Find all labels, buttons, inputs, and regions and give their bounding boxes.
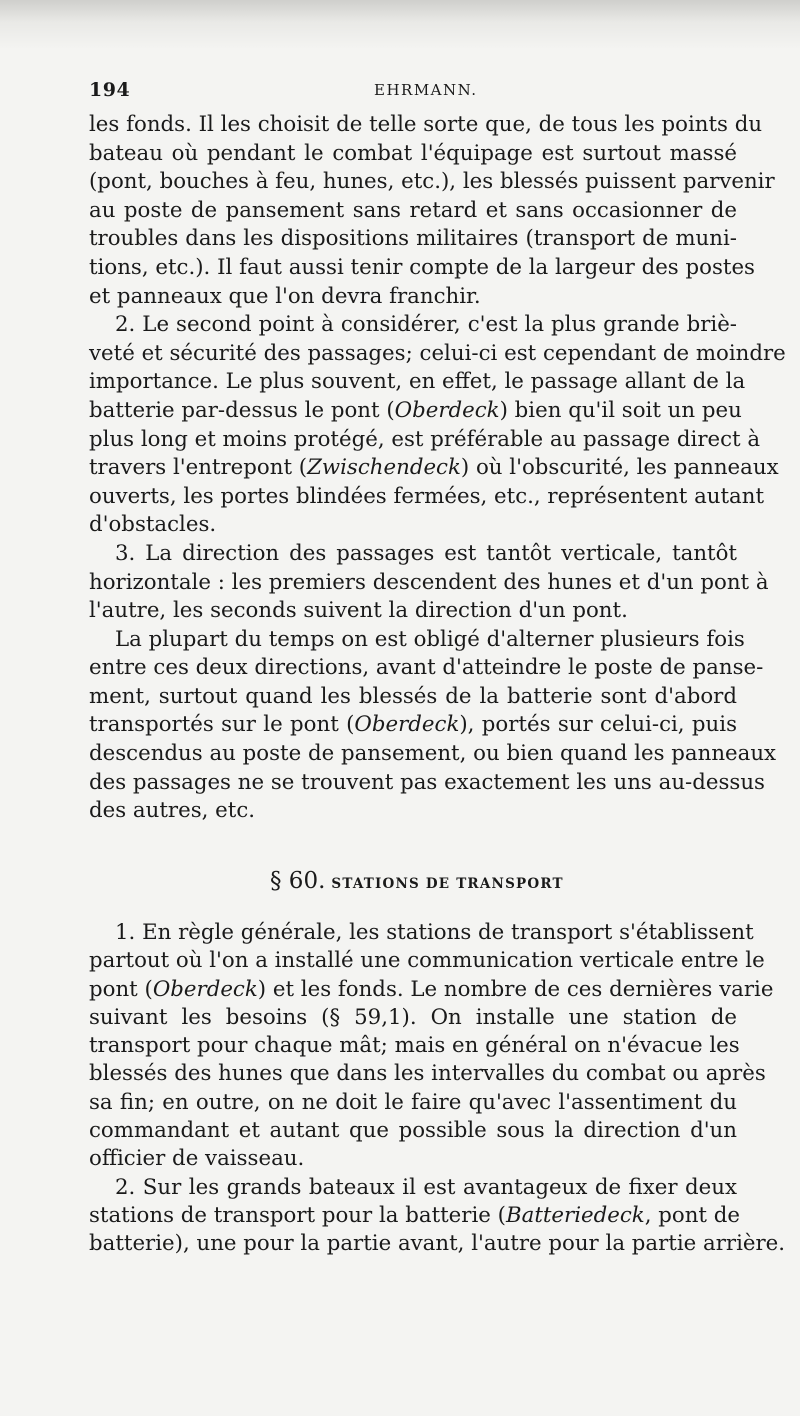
text-line: ouverts, les portes blindées fermées, etc., représentent autant (89, 483, 765, 509)
text-fragment: ), portés sur celui-ci, puis (459, 712, 737, 738)
italic-term: Zwischendeck (307, 455, 461, 481)
paragraph-intro (89, 111, 775, 311)
text-fragment: travers l'entrepont ( (89, 455, 308, 481)
text-line: importance. Le plus souvent, en effet, le passage allant de la (89, 369, 746, 395)
text-line: ment, surtout quand les blessés de la batterie sont d'abord (89, 683, 737, 709)
page-number: 194 (89, 79, 131, 101)
text-line: 2. Le second point à considérer, c'est la plus grande briè- (115, 312, 737, 338)
text-line: des autres, etc. (89, 798, 256, 824)
running-head: EHRMANN. (374, 81, 478, 99)
italic-term: Oberdeck (152, 976, 258, 1002)
text-fragment: transportés sur le pont ( (89, 712, 355, 738)
text-line: troubles dans les dispositions militaires (transport de muni- (89, 226, 737, 252)
paragraph-point-3 (89, 540, 769, 626)
text-fragment: batterie par-dessus le pont ( (89, 397, 395, 423)
italic-term: Batteriedeck (505, 1202, 645, 1228)
text-line: les fonds. Il les choisit de telle sorte que, de tous les points du (89, 112, 763, 137)
text-line: veté et sécurité des passages; celui-ci est cependant de moindre (89, 340, 786, 366)
text-line: La plupart du temps on est obligé d'alterner plusieurs fois (115, 626, 745, 652)
text-line: officier de vaisseau. (89, 1146, 305, 1172)
text-line: tions, etc.). Il faut aussi tenir compte de la largeur des postes (89, 254, 755, 280)
paragraph-section-point-1 (89, 919, 774, 1174)
section-heading (270, 868, 564, 894)
text-fragment: pont ( (89, 976, 153, 1002)
text-line (89, 454, 779, 483)
section-title: STATIONS DE TRANSPORT (331, 876, 564, 892)
text-line: blessés des hunes que dans les intervalles du combat ou après (89, 1061, 766, 1087)
text-fragment: , pont de (644, 1202, 740, 1228)
text-line: et panneaux que l'on devra franchir. (89, 283, 481, 309)
text-fragment: ) où l'obscurité, les panneaux (460, 455, 779, 481)
paragraph-alternation (89, 626, 777, 826)
text-line: entre ces deux directions, avant d'atteindre le poste de panse- (89, 655, 764, 681)
text-line: l'autre, les seconds suivent la direction d'un pont. (89, 598, 628, 624)
text-line: partout où l'on a installé une communication verticale entre le (89, 948, 765, 974)
text-block-2 (89, 919, 786, 1259)
text-line: d'obstacles. (89, 512, 217, 538)
paragraph-section-point-2 (89, 1174, 786, 1259)
italic-term: Oberdeck (394, 397, 500, 423)
text-line: (pont, bouches à feu, hunes, etc.), les blessés puissent parvenir (89, 169, 775, 195)
text-line: sa fin; en outre, on ne doit le faire qu'avec l'assentiment du (89, 1089, 737, 1115)
paragraph-point-2 (89, 311, 786, 540)
text-line: descendus au poste de pansement, ou bien quand les panneaux (89, 741, 777, 767)
text-line (89, 1202, 740, 1230)
text-line: transport pour chaque mât; mais en général on n'évacue les (89, 1033, 740, 1059)
text-line: au poste de pansement sans retard et sans occasionner de (89, 197, 737, 223)
text-line (89, 976, 774, 1004)
text-line: batterie), une pour la partie avant, l'autre pour la partie arrière. (89, 1231, 786, 1257)
text-line: horizontale : les premiers descendent des hunes et d'un pont à (89, 569, 769, 595)
text-block-1 (89, 111, 786, 826)
text-line (89, 711, 737, 740)
text-line: plus long et moins protégé, est préférable au passage direct à (89, 426, 761, 452)
text-fragment: ) bien qu'il soit un peu (499, 397, 742, 423)
text-line: 2. Sur les grands bateaux il est avantageux de fixer deux (115, 1174, 737, 1200)
text-fragment: stations de transport pour la batterie ( (89, 1202, 506, 1228)
text-line: bateau où pendant le combat l'équipage est surtout massé (89, 140, 737, 166)
text-line: suivant les besoins (§ 59,1). On installe une station de (89, 1004, 737, 1030)
text-line: commandant et autant que possible sous la direction d'un (89, 1118, 737, 1144)
italic-term: Oberdeck (354, 712, 460, 738)
text-line: 1. En règle générale, les stations de transport s'établissent (115, 920, 754, 945)
page-header (89, 79, 713, 107)
text-line (89, 397, 742, 426)
text-line: 3. La direction des passages est tantôt verticale, tantôt (115, 540, 737, 566)
text-line: des passages ne se trouvent pas exactement les uns au-dessus (89, 769, 765, 795)
section-number: § 60. (270, 868, 326, 894)
text-fragment: ) et les fonds. Le nombre de ces dernières varie (257, 976, 774, 1002)
